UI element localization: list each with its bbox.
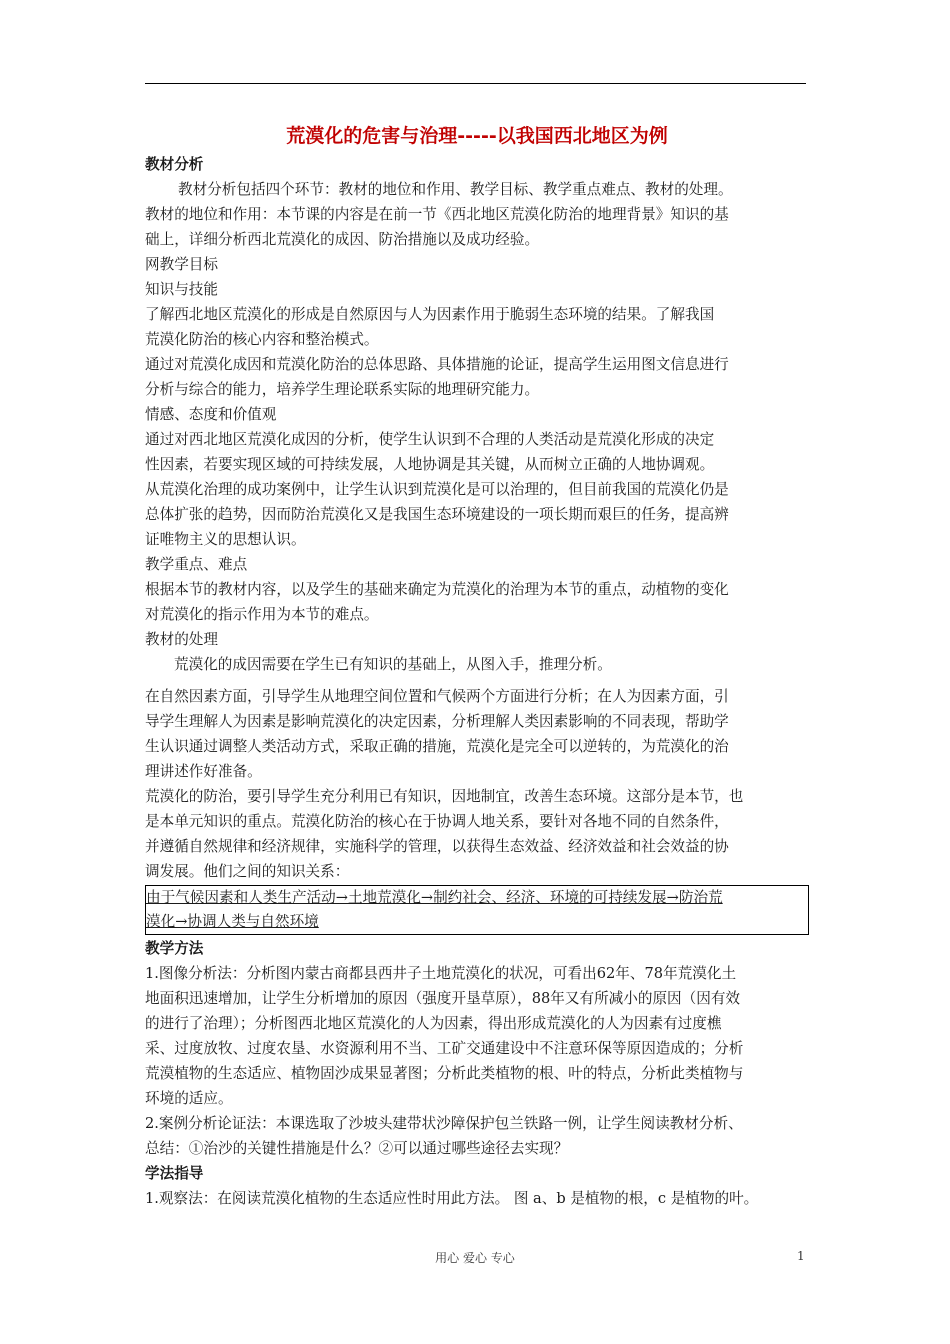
paragraph-line: 性因素，若要实现区域的可持续发展，人地协调是其关键，从而树立正确的人地协调观。 [145, 456, 715, 473]
paragraph-line: 教材分析包括四个环节：教材的地位和作用、教学目标、教学重点难点、教材的处理。 [178, 181, 733, 198]
paragraph-line: 在自然因素方面，引导学生从地理空间位置和气候两个方面进行分析；在人为因素方面，引 [145, 688, 729, 705]
page-number: 1 [797, 1249, 805, 1263]
paragraph-line: 的进行了治理）；分析图西北地区荒漠化的人为因素，得出形成荒漠化的人为因素有过度樵 [145, 1015, 722, 1032]
section-heading-study-guide: 学法指导 [145, 1165, 204, 1182]
paragraph-gap [145, 677, 809, 684]
subheading-knowledge-skills: 知识与技能 [145, 281, 218, 298]
paragraph-line: 总体扩张的趋势，因而防治荒漠化又是我国生态环境建设的一项长期而艰巨的任务，提高辨 [145, 506, 729, 523]
section-heading-textbook-analysis: 教材分析 [145, 156, 204, 173]
document-body [145, 122, 809, 1211]
knowledge-relation-box [145, 885, 809, 935]
paragraph-line: 教材的地位和作用：本节课的内容是在前一节《西北地区荒漠化防治的地理背景》知识的基 [145, 206, 729, 223]
paragraph-line: 2.案例分析论证法：本课选取了沙坡头建带状沙障保护包兰铁路一例，让学生阅读教材分析、 [145, 1115, 743, 1132]
paragraph-line: 分析与综合的能力，培养学生理论联系实际的地理研究能力。 [145, 381, 540, 398]
paragraph-line: 环境的适应。 [145, 1090, 233, 1107]
paragraph-line: 通过对西北地区荒漠化成因的分析，使学生认识到不合理的人类活动是荒漠化形成的决定 [145, 431, 715, 448]
paragraph-line: 荒漠化的成因需要在学生已有知识的基础上，从图入手，推理分析。 [174, 656, 612, 673]
subheading-material-handling: 教材的处理 [145, 631, 218, 648]
paragraph-line: 地面积迅速增加，让学生分析增加的原因（强度开垦草原），88年又有所减小的原因（因有效 [145, 990, 741, 1007]
paragraph-line: 证唯物主义的思想认识。 [145, 531, 306, 548]
paragraph-line: 荒漠植物的生态适应、植物固沙成果显著图；分析此类植物的根、叶的特点，分析此类植物与 [145, 1065, 744, 1082]
paragraph-line: 对荒漠化的指示作用为本节的难点。 [145, 606, 379, 623]
subheading-values: 情感、态度和价值观 [145, 406, 277, 423]
section-heading-teaching-methods: 教学方法 [145, 940, 204, 957]
paragraph-line: 导学生理解人为因素是影响荒漠化的决定因素，分析理解人类因素影响的不同表现，帮助学 [145, 713, 729, 730]
paragraph-line: 总结：①治沙的关键性措施是什么？②可以通过哪些途径去实现？ [145, 1140, 569, 1157]
footer-text: 用心 爱心 专心 [435, 1251, 515, 1265]
paragraph-line: 1.图像分析法：分析图内蒙古商都县西井子土地荒漠化的状况，可看出62年、78年荒漠化土 [145, 965, 737, 982]
paragraph-line: 1.观察法：在阅读荒漠化植物的生态适应性时用此方法。 图 a、b 是植物的根，c 是植物的叶。 [145, 1190, 759, 1207]
paragraph-line: 根据本节的教材内容，以及学生的基础来确定为荒漠化的治理为本节的重点，动植物的变化 [145, 581, 729, 598]
paragraph-line: 并遵循自然规律和经济规律，实施科学的管理，以获得生态效益、经济效益和社会效益的协 [145, 838, 729, 855]
boxed-line: 漠化→协调人类与自然环境 [146, 913, 319, 930]
header-rule [145, 83, 806, 84]
paragraph-line: 荒漠化的防治，要引导学生充分利用已有知识，因地制宜，改善生态环境。这部分是本节，也 [145, 788, 744, 805]
paragraph-line: 采、过度放牧、过度农垦、水资源利用不当、工矿交通建设中不注意环保等原因造成的；分析 [145, 1040, 744, 1057]
paragraph-line: 理讲述作好准备。 [145, 763, 262, 780]
paragraph-line: 生认识通过调整人类活动方式，采取正确的措施，荒漠化是完全可以逆转的，为荒漠化的治 [145, 738, 729, 755]
document-title: 荒漠化的危害与治理-----以我国西北地区为例 [286, 125, 668, 147]
paragraph-line: 了解西北地区荒漠化的形成是自然原因与人为因素作用于脆弱生态环境的结果。了解我国 [145, 306, 715, 323]
subheading-teaching-goals: 网教学目标 [145, 256, 218, 273]
paragraph-line: 础上，详细分析西北荒漠化的成因、防治措施以及成功经验。 [145, 231, 540, 248]
paragraph-line: 通过对荒漠化成因和荒漠化防治的总体思路、具体措施的论证，提高学生运用图文信息进行 [145, 356, 729, 373]
paragraph-line: 是本单元知识的重点。荒漠化防治的核心在于协调人地关系，要针对各地不同的自然条件， [145, 813, 729, 830]
paragraph-line: 荒漠化防治的核心内容和整治模式。 [145, 331, 379, 348]
paragraph-line: 调发展。他们之间的知识关系： [145, 863, 350, 880]
subheading-key-points: 教学重点、难点 [145, 556, 248, 573]
paragraph-line: 从荒漠化治理的成功案例中，让学生认识到荒漠化是可以治理的，但目前我国的荒漠化仍是 [145, 481, 729, 498]
boxed-line: 由于气候因素和人类生产活动→土地荒漠化→制约社会、经济、环境的可持续发展→防治荒 [146, 889, 723, 906]
